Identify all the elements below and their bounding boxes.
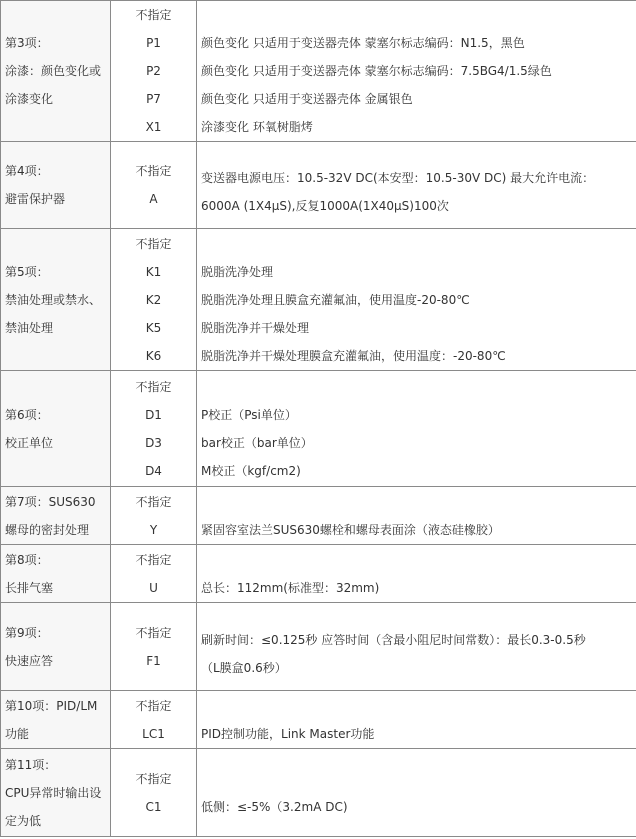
code-cell [111, 603, 197, 691]
table-row [1, 603, 636, 691]
item-label: 定为低 [5, 813, 42, 828]
item-cell [1, 545, 111, 603]
option-desc: 涂漆变化 环氧树脂烤 [201, 120, 313, 134]
option-desc: 总长：112mm(标准型：32mm) [201, 580, 380, 595]
option-code: P1 [146, 36, 161, 50]
item-label: 第8项： [5, 552, 49, 567]
item-label: 禁油处理或禁水、 [5, 292, 102, 307]
option-desc [197, 488, 636, 516]
item-label: 长排气塞 [5, 580, 54, 595]
option-desc: 紧固容室法兰SUS630螺栓和螺母表面涂（液态硅橡胶） [201, 522, 500, 537]
item-cell [1, 142, 111, 229]
table-row [1, 229, 636, 371]
option-code: D4 [145, 463, 162, 478]
item-label: CPU异常时输出设 [5, 785, 102, 800]
option-code: P2 [146, 64, 161, 78]
option-desc [197, 546, 636, 574]
option-desc [197, 373, 636, 401]
item-label: 第6项： [5, 407, 49, 422]
option-code: 不指定 [135, 625, 172, 640]
item-cell [1, 749, 111, 837]
option-desc: 6000A (1X4μS),反复1000A(1X40μS)100次 [201, 199, 449, 213]
item-label: 第5项： [5, 264, 49, 279]
item-label: 第7项：SUS630 [5, 494, 96, 509]
option-code: K1 [145, 264, 162, 279]
table-row [1, 487, 636, 545]
option-desc: 脱脂洗净处理且膜盒充灌氟油，使用温度-20-80℃ [201, 292, 470, 307]
item-cell [1, 691, 111, 749]
option-code: 不指定 [135, 698, 172, 713]
desc-cell [197, 229, 636, 371]
option-code: 不指定 [135, 8, 172, 22]
option-code: 不指定 [135, 771, 172, 786]
desc-cell [197, 545, 636, 603]
option-code: X1 [145, 120, 162, 134]
option-code: U [149, 580, 158, 595]
item-label: 第11项： [5, 757, 57, 772]
option-code: 不指定 [135, 379, 172, 394]
option-code: P7 [146, 92, 161, 106]
desc-cell [197, 1, 636, 142]
table-row [1, 1, 636, 142]
code-cell [111, 545, 197, 603]
option-code: A [149, 192, 158, 206]
option-code: K5 [145, 320, 162, 335]
option-desc [197, 230, 636, 258]
code-cell [111, 1, 197, 142]
option-code: K6 [145, 348, 162, 363]
item-label: 涂漆：颜色变化或 [5, 64, 102, 78]
desc-cell [197, 371, 636, 487]
option-desc [197, 1, 636, 29]
item-label: 禁油处理 [5, 320, 54, 335]
item-cell [1, 1, 111, 142]
option-desc [197, 692, 636, 720]
option-code: C1 [145, 799, 162, 814]
table-row [1, 691, 636, 749]
item-cell [1, 229, 111, 371]
option-code: Y [149, 522, 158, 537]
option-desc: 脱脂洗净并干燥处理膜盒充灌氟油，使用温度：-20-80℃ [201, 348, 506, 363]
option-desc [197, 765, 636, 793]
option-code: F1 [146, 653, 161, 668]
item-label: 快速应答 [5, 653, 54, 668]
item-label: 避雷保护器 [5, 192, 66, 206]
option-desc: 脱脂洗净并干燥处理 [201, 320, 310, 335]
option-code: 不指定 [135, 236, 172, 251]
table-row [1, 142, 636, 229]
option-code: D3 [145, 435, 162, 450]
table-row [1, 545, 636, 603]
code-cell [111, 371, 197, 487]
table-row [1, 749, 636, 837]
option-code: 不指定 [135, 552, 172, 567]
option-desc: 脱脂洗净处理 [201, 264, 274, 279]
item-label: 功能 [5, 726, 30, 741]
code-cell [111, 487, 197, 545]
option-desc: M校正（kgf/cm2) [201, 463, 301, 478]
desc-cell [197, 603, 636, 691]
option-desc: PID控制功能，Link Master功能 [201, 726, 375, 741]
desc-cell [197, 691, 636, 749]
item-label: 螺母的密封处理 [5, 522, 90, 537]
item-cell [1, 371, 111, 487]
option-code: D1 [145, 407, 162, 422]
option-code: K2 [145, 292, 162, 307]
item-label: 第10项：PID/LM [5, 698, 98, 713]
table-row [1, 371, 636, 487]
option-desc: 变送器电源电压：10.5-32V DC(本安型：10.5-30V DC) 最大允许电流： [201, 171, 595, 185]
option-desc: 颜色变化 只适用于变送器壳体 蒙塞尔标志编码：N1.5，黑色 [201, 36, 525, 50]
option-desc: 低侧：≤-5%（3.2mA DC) [201, 799, 348, 814]
item-label: 涂漆变化 [5, 92, 54, 106]
code-cell [111, 749, 197, 837]
item-label: 第3项： [5, 36, 49, 50]
item-cell [1, 603, 111, 691]
option-code: 不指定 [135, 164, 172, 178]
option-desc: 刷新时间：≤0.125秒 应答时间（含最小阻尼时间常数）：最长0.3-0.5秒 [201, 632, 586, 647]
option-desc: 颜色变化 只适用于变送器壳体 金属银色 [201, 92, 413, 106]
option-code: 不指定 [135, 494, 172, 509]
code-cell [111, 142, 197, 229]
item-cell [1, 487, 111, 545]
desc-cell [197, 487, 636, 545]
desc-cell [197, 749, 636, 837]
item-label: 校正单位 [5, 435, 54, 450]
option-code: LC1 [142, 726, 165, 741]
option-desc: P校正（Psi单位） [201, 407, 297, 422]
desc-cell [197, 142, 636, 229]
option-desc: （L膜盒0.6秒） [201, 660, 287, 675]
code-cell [111, 691, 197, 749]
item-label: 第4项： [5, 164, 49, 178]
code-cell [111, 229, 197, 371]
item-label: 第9项： [5, 625, 49, 640]
option-desc: bar校正（bar单位） [201, 435, 313, 450]
option-desc: 颜色变化 只适用于变送器壳体 蒙塞尔标志编码：7.5BG4/1.5绿色 [201, 64, 552, 78]
